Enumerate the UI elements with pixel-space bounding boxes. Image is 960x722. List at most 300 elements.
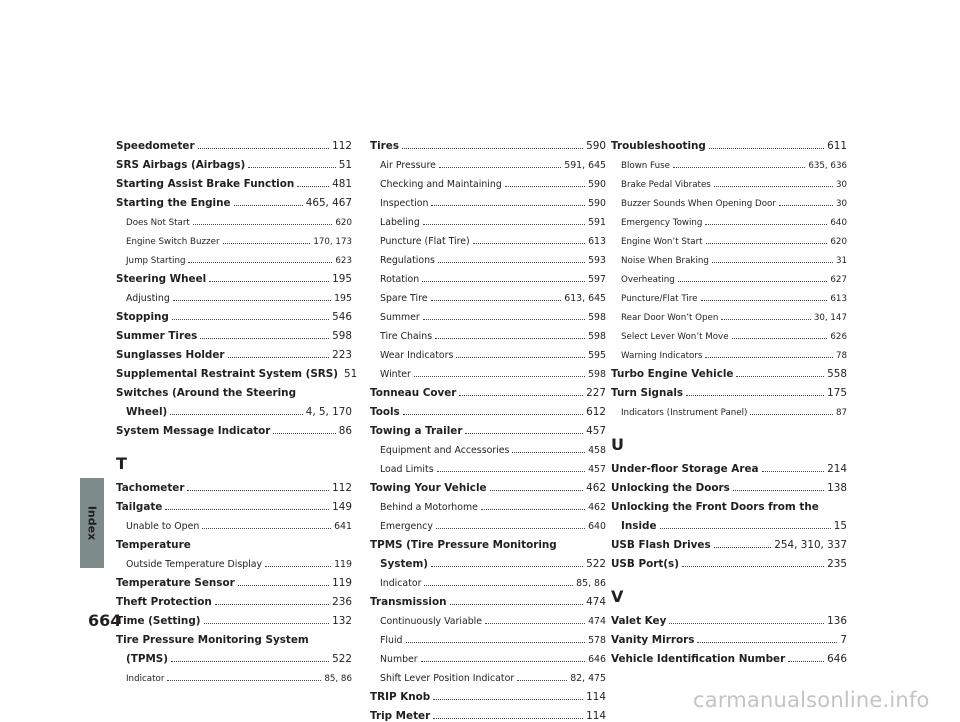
- letter-heading: T: [116, 454, 127, 473]
- entry-label: Labeling: [380, 217, 420, 228]
- dot-leader: [173, 300, 331, 301]
- entry-label: Troubleshooting: [611, 140, 706, 152]
- index-entry: [116, 399, 352, 418]
- entry-label: Select Lever Won’t Move: [621, 332, 729, 342]
- entry-label: Under-floor Storage Area: [611, 463, 759, 475]
- entry-label: Time (Setting): [116, 615, 201, 627]
- dot-leader: [678, 281, 828, 282]
- dot-leader: [788, 661, 824, 662]
- entry-page-numbers[interactable]: 214: [827, 463, 847, 475]
- entry-label: Winter: [380, 369, 411, 380]
- dot-leader: [403, 414, 583, 415]
- entry-page-numbers[interactable]: 591: [588, 217, 606, 228]
- entry-page-numbers[interactable]: 85, 86: [324, 674, 352, 684]
- entry-page-numbers[interactable]: 82, 475: [570, 673, 606, 684]
- entry-label: Vehicle Identification Number: [611, 653, 786, 665]
- entry-label: Theft Protection: [116, 596, 212, 608]
- entry-label: Warning Indicators: [621, 351, 703, 361]
- entry-page-numbers[interactable]: 462: [588, 502, 606, 513]
- dot-leader: [431, 205, 585, 206]
- entry-page-numbers[interactable]: 640: [830, 218, 847, 228]
- entry-page-numbers[interactable]: 640: [588, 521, 606, 532]
- entry-label: Tire Pressure Monitoring System: [116, 634, 309, 646]
- entry-page-numbers[interactable]: 51: [338, 159, 352, 171]
- dot-leader: [238, 585, 329, 586]
- entry-label: Temperature: [116, 539, 191, 551]
- index-subentry: [116, 513, 352, 532]
- dot-leader: [198, 148, 330, 149]
- index-entry: [116, 304, 352, 323]
- entry-page-numbers[interactable]: 611: [827, 140, 847, 152]
- dot-leader: [721, 319, 810, 320]
- dot-leader: [414, 376, 585, 377]
- index-entry: [116, 190, 352, 209]
- entry-page-numbers[interactable]: 30: [835, 199, 847, 209]
- entry-label: Switches (Around the Steering: [116, 387, 297, 399]
- index-subentry: [370, 456, 606, 475]
- index-entry: [370, 133, 606, 152]
- index-subentry: [116, 551, 352, 570]
- index-entry: [116, 589, 352, 608]
- dot-leader: [450, 604, 584, 605]
- entry-page-numbers[interactable]: 646: [827, 653, 847, 665]
- page-number: 664: [88, 611, 122, 630]
- entry-label: Sunglasses Holder: [116, 349, 225, 361]
- dot-leader: [712, 262, 833, 263]
- entry-label: Behind a Motorhome: [380, 502, 478, 513]
- index-entry: [611, 380, 847, 399]
- entry-label: Equipment and Accessories: [380, 445, 510, 456]
- entry-page-numbers[interactable]: 590: [588, 179, 606, 190]
- index-column-3: [611, 133, 847, 665]
- dot-leader: [297, 186, 329, 187]
- dot-leader: [705, 224, 827, 225]
- index-entry: [611, 608, 847, 627]
- entry-label: System Message Indicator: [116, 425, 271, 437]
- entry-label: Summer Tires: [116, 330, 198, 342]
- entry-page-numbers[interactable]: 86: [338, 425, 352, 437]
- dot-leader: [714, 186, 833, 187]
- dot-leader: [732, 338, 828, 339]
- entry-page-numbers[interactable]: 15: [833, 520, 847, 532]
- index-subentry: [370, 513, 606, 532]
- dot-leader: [433, 699, 583, 700]
- dot-leader: [438, 262, 585, 263]
- entry-label: Rear Door Won’t Open: [621, 313, 719, 323]
- index-subentry: [370, 171, 606, 190]
- index-entry: [116, 361, 358, 380]
- entry-page-numbers[interactable]: 223: [332, 349, 352, 361]
- index-subentry: [370, 342, 606, 361]
- index-subentry: [370, 247, 606, 266]
- entry-page-numbers[interactable]: 474: [588, 616, 606, 627]
- entry-label: Tools: [370, 406, 400, 418]
- entry-page-numbers[interactable]: 235: [827, 558, 847, 570]
- entry-page-numbers[interactable]: 635, 636: [808, 161, 847, 171]
- dot-leader: [406, 642, 586, 643]
- entry-page-numbers[interactable]: 623: [335, 256, 352, 266]
- dot-leader: [431, 566, 583, 567]
- index-subentry: [370, 437, 606, 456]
- entry-label: Blown Fuse: [621, 161, 670, 171]
- entry-label: Towing a Trailer: [370, 425, 463, 437]
- index-entry: [370, 532, 606, 551]
- index-subentry: [611, 285, 847, 304]
- dot-leader: [431, 300, 562, 301]
- entry-label: Puncture/Flat Tire: [621, 294, 698, 304]
- entry-label: Tonneau Cover: [370, 387, 457, 399]
- watermark: carmanualsonline.info: [693, 688, 930, 712]
- dot-leader: [714, 547, 772, 548]
- index-entry: [611, 494, 847, 513]
- index-subentry: [370, 646, 606, 665]
- dot-leader: [706, 243, 828, 244]
- entry-label: Noise When Braking: [621, 256, 709, 266]
- index-entry: [611, 646, 847, 665]
- entry-label: Brake Pedal Vibrates: [621, 180, 711, 190]
- entry-label: Tires: [370, 140, 400, 152]
- index-subentry: [611, 171, 847, 190]
- index-entry: [116, 323, 352, 342]
- entry-label: Overheating: [621, 275, 675, 285]
- dot-leader: [517, 680, 567, 681]
- index-subentry: [370, 152, 606, 171]
- index-subentry: [370, 190, 606, 209]
- dot-leader: [435, 338, 585, 339]
- index-entry: [611, 627, 847, 646]
- entry-page-numbers[interactable]: 31: [835, 256, 847, 266]
- entry-label: Emergency Towing: [621, 218, 703, 228]
- dot-leader: [481, 509, 585, 510]
- dot-leader: [273, 433, 335, 434]
- entry-page-numbers[interactable]: 30: [835, 180, 847, 190]
- entry-label: SRS Airbags (Airbags): [116, 159, 246, 171]
- entry-label: TRIP Knob: [370, 691, 431, 703]
- dot-leader: [421, 661, 585, 662]
- entry-label: Starting Assist Brake Function: [116, 178, 295, 190]
- entry-label: Rotation: [380, 274, 420, 285]
- entry-page-numbers[interactable]: 4, 5, 170: [305, 406, 352, 418]
- dot-leader: [660, 528, 831, 529]
- dot-leader: [165, 509, 329, 510]
- entry-label: Emergency: [380, 521, 433, 532]
- index-entry: [116, 570, 352, 589]
- dot-leader: [265, 566, 331, 567]
- dot-leader: [209, 281, 329, 282]
- entry-page-numbers[interactable]: 138: [827, 482, 847, 494]
- entry-label: Shift Lever Position Indicator: [380, 673, 515, 684]
- entry-page-numbers[interactable]: 87: [835, 408, 847, 418]
- index-entry: [370, 684, 606, 703]
- index-column-2: [370, 133, 606, 722]
- entry-page-numbers[interactable]: 598: [588, 331, 606, 342]
- entry-label: Air Pressure: [380, 160, 436, 171]
- entry-label: Inside: [621, 520, 657, 532]
- entry-label: Fluid: [380, 635, 403, 646]
- dot-leader: [490, 490, 584, 491]
- entry-page-numbers[interactable]: 590: [586, 140, 606, 152]
- dot-leader: [423, 224, 585, 225]
- dot-leader: [682, 566, 824, 567]
- entry-page-numbers[interactable]: 51: [344, 368, 358, 380]
- dot-leader: [433, 718, 583, 719]
- entry-page-numbers[interactable]: 149: [332, 501, 352, 513]
- dot-leader: [762, 471, 825, 472]
- entry-label: Vanity Mirrors: [611, 634, 695, 646]
- entry-label: Speedometer: [116, 140, 195, 152]
- index-subentry: [370, 304, 606, 323]
- dot-leader: [459, 395, 583, 396]
- index-subentry: [611, 342, 847, 361]
- dot-leader: [512, 452, 585, 453]
- dot-leader: [423, 319, 585, 320]
- index-subentry: [370, 494, 606, 513]
- entry-page-numbers[interactable]: 78: [835, 351, 847, 361]
- index-subentry: [370, 665, 606, 684]
- dot-leader: [234, 205, 303, 206]
- entry-label: Indicators (Instrument Panel): [621, 408, 748, 418]
- index-subentry: [370, 285, 606, 304]
- entry-label: System): [380, 558, 429, 570]
- entry-label: Tire Chains: [380, 331, 433, 342]
- entry-page-numbers[interactable]: 613: [588, 236, 606, 247]
- dot-leader: [701, 300, 828, 301]
- entry-page-numbers[interactable]: 85, 86: [576, 578, 606, 589]
- entry-page-numbers[interactable]: 474: [586, 596, 606, 608]
- dot-leader: [187, 490, 329, 491]
- index-entry: [116, 475, 352, 494]
- entry-label: Starting the Engine: [116, 197, 231, 209]
- entry-page-numbers[interactable]: 119: [334, 559, 352, 570]
- dot-leader: [171, 661, 329, 662]
- entry-label: Jump Starting: [126, 256, 186, 266]
- entry-page-numbers[interactable]: 481: [332, 178, 352, 190]
- entry-page-numbers[interactable]: 627: [830, 275, 847, 285]
- entry-label: Inspection: [380, 198, 429, 209]
- entry-page-numbers[interactable]: 613: [830, 294, 847, 304]
- entry-label: Supplemental Restraint System (SRS): [116, 368, 339, 380]
- index-subentry: [116, 285, 352, 304]
- index-entry: [611, 133, 847, 152]
- dot-leader: [422, 281, 585, 282]
- entry-label: Temperature Sensor: [116, 577, 235, 589]
- index-entry: [116, 266, 352, 285]
- entry-label: Unlocking the Front Doors from the: [611, 501, 819, 513]
- dot-leader: [439, 167, 561, 168]
- entry-page-numbers[interactable]: 112: [332, 140, 352, 152]
- dot-leader: [779, 205, 833, 206]
- entry-page-numbers[interactable]: 597: [588, 274, 606, 285]
- entry-page-numbers[interactable]: 119: [332, 577, 352, 589]
- entry-page-numbers[interactable]: 546: [332, 311, 352, 323]
- entry-page-numbers[interactable]: 612: [586, 406, 606, 418]
- entry-label: (TPMS): [126, 653, 169, 665]
- entry-page-numbers[interactable]: 457: [586, 425, 606, 437]
- entry-label: Engine Switch Buzzer: [126, 237, 220, 247]
- index-entry: [116, 133, 352, 152]
- entry-label: Valet Key: [611, 615, 667, 627]
- entry-label: Wheel): [126, 406, 168, 418]
- entry-label: Does Not Start: [126, 218, 190, 228]
- index-subentry: [611, 304, 847, 323]
- entry-page-numbers[interactable]: 136: [827, 615, 847, 627]
- index-subentry: [611, 323, 847, 342]
- entry-page-numbers[interactable]: 195: [332, 273, 352, 285]
- index-subentry: [370, 266, 606, 285]
- index-entry: [370, 703, 606, 722]
- entry-page-numbers[interactable]: 236: [332, 596, 352, 608]
- index-entry: [370, 380, 606, 399]
- entry-label: Towing Your Vehicle: [370, 482, 487, 494]
- dot-leader: [193, 224, 333, 225]
- index-subentry: [116, 247, 352, 266]
- index-entry: [116, 171, 352, 190]
- dot-leader: [188, 262, 332, 263]
- entry-label: Stopping: [116, 311, 169, 323]
- index-subentry: [611, 266, 847, 285]
- entry-label: Turn Signals: [611, 387, 684, 399]
- entry-label: USB Flash Drives: [611, 539, 711, 551]
- entry-label: Unable to Open: [126, 521, 200, 532]
- entry-label: Outside Temperature Display: [126, 559, 263, 570]
- dot-leader: [248, 167, 335, 168]
- index-subentry: [370, 209, 606, 228]
- dot-leader: [733, 490, 824, 491]
- entry-page-numbers[interactable]: 457: [588, 464, 606, 475]
- entry-page-numbers[interactable]: 522: [586, 558, 606, 570]
- dot-leader: [200, 338, 329, 339]
- dot-leader: [215, 604, 329, 605]
- entry-page-numbers[interactable]: 620: [830, 237, 847, 247]
- index-entry: [370, 418, 606, 437]
- entry-label: Trip Meter: [370, 710, 431, 722]
- dot-leader: [673, 167, 805, 168]
- entry-page-numbers[interactable]: 626: [830, 332, 847, 342]
- index-entry: [116, 532, 352, 551]
- entry-label: Tachometer: [116, 482, 185, 494]
- dot-leader: [202, 528, 331, 529]
- entry-label: Transmission: [370, 596, 447, 608]
- entry-page-numbers[interactable]: 558: [827, 368, 847, 380]
- entry-label: TPMS (Tire Pressure Monitoring: [370, 539, 557, 551]
- entry-page-numbers[interactable]: 620: [335, 218, 352, 228]
- entry-page-numbers[interactable]: 114: [586, 691, 606, 703]
- entry-page-numbers[interactable]: 458: [588, 445, 606, 456]
- dot-leader: [736, 376, 824, 377]
- index-entry: [116, 152, 352, 171]
- entry-label: Regulations: [380, 255, 435, 266]
- entry-page-numbers[interactable]: 646: [588, 654, 606, 665]
- entry-page-numbers[interactable]: 112: [332, 482, 352, 494]
- entry-page-numbers[interactable]: 132: [332, 615, 352, 627]
- entry-page-numbers[interactable]: 598: [588, 312, 606, 323]
- index-subentry: [116, 665, 352, 684]
- entry-label: Summer: [380, 312, 420, 323]
- index-entry: [370, 475, 606, 494]
- index-entry: [611, 513, 847, 532]
- index-subentry: [611, 228, 847, 247]
- entry-page-numbers[interactable]: 641: [334, 521, 352, 532]
- index-subentry: [370, 627, 606, 646]
- dot-leader: [465, 433, 583, 434]
- dot-leader: [750, 414, 832, 415]
- dot-leader: [505, 186, 585, 187]
- entry-page-numbers[interactable]: 591, 645: [564, 160, 606, 171]
- entry-page-numbers[interactable]: 195: [334, 293, 352, 304]
- index-column-1: [116, 133, 358, 684]
- index-entry: [116, 608, 352, 627]
- entry-label: Steering Wheel: [116, 273, 207, 285]
- dot-leader: [697, 642, 837, 643]
- index-entry: [116, 418, 352, 437]
- entry-page-numbers[interactable]: 227: [586, 387, 606, 399]
- dot-leader: [437, 471, 585, 472]
- entry-page-numbers[interactable]: 598: [588, 369, 606, 380]
- entry-page-numbers[interactable]: 114: [586, 710, 606, 722]
- dot-leader: [485, 623, 585, 624]
- index-entry: [611, 532, 847, 551]
- index-subentry: [370, 570, 606, 589]
- entry-page-numbers[interactable]: 462: [586, 482, 606, 494]
- entry-page-numbers[interactable]: 465, 467: [305, 197, 352, 209]
- entry-page-numbers[interactable]: 30, 147: [813, 313, 847, 323]
- entry-page-numbers[interactable]: 522: [332, 653, 352, 665]
- entry-label: Continuously Variable: [380, 616, 483, 627]
- index-subentry: [370, 228, 606, 247]
- index-subentry: [370, 323, 606, 342]
- index-entry: [611, 551, 847, 570]
- entry-page-numbers[interactable]: 7: [840, 634, 847, 646]
- dot-leader: [686, 395, 824, 396]
- index-entry: [611, 361, 847, 380]
- entry-page-numbers[interactable]: 170, 173: [313, 237, 352, 247]
- dot-leader: [424, 585, 573, 586]
- entry-label: Turbo Engine Vehicle: [611, 368, 734, 380]
- entry-page-numbers[interactable]: 613, 645: [564, 293, 606, 304]
- letter-heading: V: [611, 587, 624, 606]
- entry-label: Indicator: [380, 578, 422, 589]
- entry-page-numbers[interactable]: 590: [588, 198, 606, 209]
- index-subentry: [611, 247, 847, 266]
- dot-leader: [172, 319, 329, 320]
- dot-leader: [669, 623, 824, 624]
- entry-label: Spare Tire: [380, 293, 428, 304]
- entry-label: Indicator: [126, 674, 165, 684]
- entry-page-numbers[interactable]: 254, 310, 337: [774, 539, 847, 551]
- index-entry: [116, 380, 352, 399]
- index-subentry: [611, 190, 847, 209]
- index-subentry: [116, 209, 352, 228]
- letter-heading: U: [611, 435, 624, 454]
- index-entry: [611, 475, 847, 494]
- index-subentry: [116, 228, 352, 247]
- index-entry: [116, 627, 352, 646]
- index-subentry: [611, 209, 847, 228]
- entry-page-numbers[interactable]: 595: [588, 350, 606, 361]
- entry-page-numbers[interactable]: 593: [588, 255, 606, 266]
- index-subentry: [611, 152, 847, 171]
- dot-leader: [709, 148, 824, 149]
- entry-page-numbers[interactable]: 598: [332, 330, 352, 342]
- entry-page-numbers[interactable]: 578: [588, 635, 606, 646]
- entry-label: USB Port(s): [611, 558, 679, 570]
- index-entry: [116, 494, 352, 513]
- entry-page-numbers[interactable]: 175: [827, 387, 847, 399]
- dot-leader: [436, 528, 585, 529]
- dot-leader: [473, 243, 585, 244]
- index-entry: [370, 589, 606, 608]
- dot-leader: [402, 148, 583, 149]
